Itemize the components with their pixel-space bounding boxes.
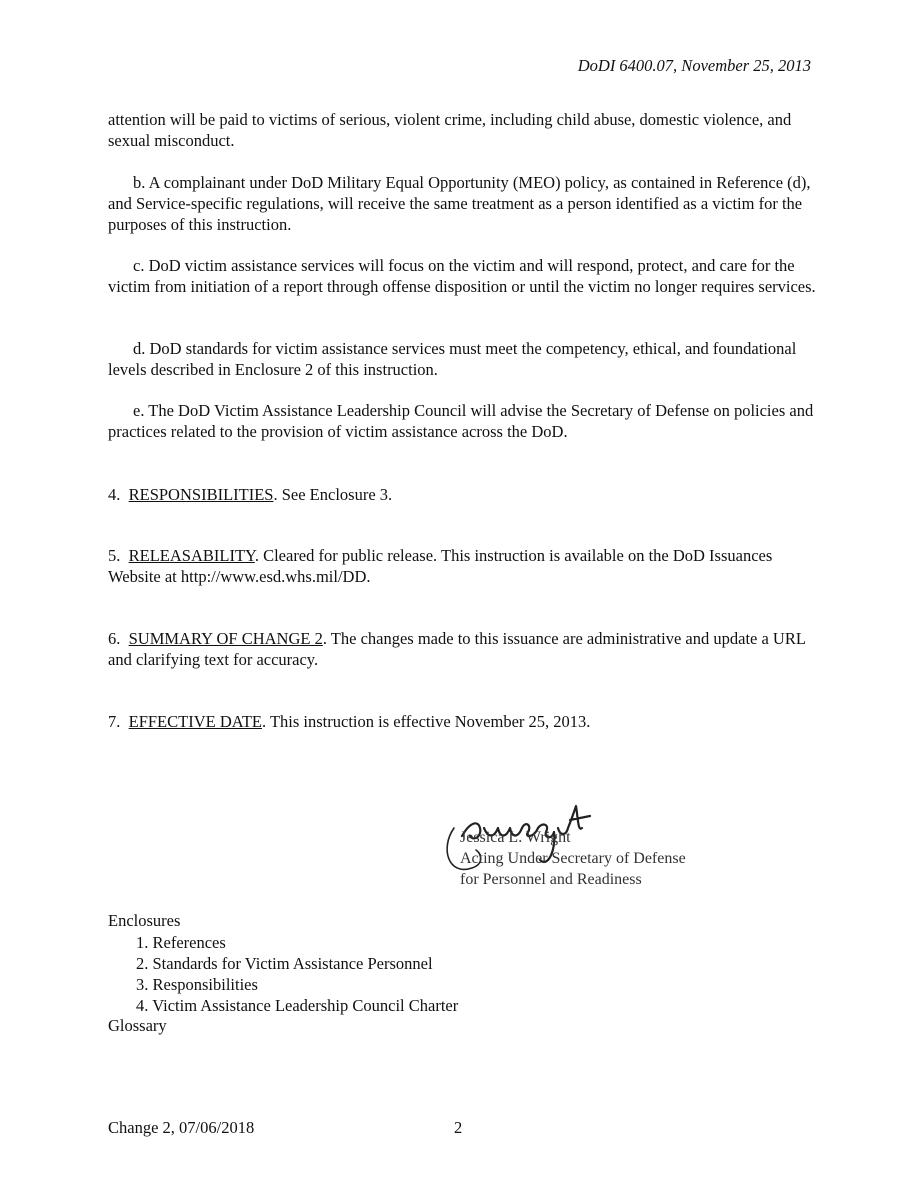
section-4-text: . See Enclosure 3. [273, 485, 393, 504]
enclosure-item: 1. References [136, 933, 226, 952]
enclosure-item: 3. Responsibilities [136, 975, 258, 994]
section-4-title: RESPONSIBILITIES [128, 485, 274, 504]
enclosures-list [136, 932, 458, 1016]
section-6 [108, 628, 816, 670]
enclosure-item: 2. Standards for Victim Assistance Personnel [136, 954, 433, 973]
section-7-title: EFFECTIVE DATE [128, 712, 262, 731]
section-7-number: 7. [108, 712, 121, 731]
paragraph-d: d. DoD standards for victim assistance services must meet the competency, ethical, and foundational levels described in Enclosure 2 of this instruction. [108, 339, 797, 379]
paragraph-continuation: attention will be paid to victims of serious, violent crime, including child abuse, domestic violence, and sexual misconduct. [108, 110, 792, 150]
page-number: 2 [454, 1118, 463, 1137]
signer-title-line1: Acting Under Secretary of Defense [460, 850, 686, 867]
document-header: DoDI 6400.07, November 25, 2013 [577, 56, 811, 75]
signer-title-line2: for Personnel and Readiness [460, 871, 642, 888]
section-5-title: RELEASABILITY [128, 546, 255, 565]
section-5 [108, 545, 816, 587]
footer-change: Change 2, 07/06/2018 [108, 1118, 255, 1137]
section-7-text: . This instruction is effective November 25, 2013. [262, 712, 591, 731]
section-4-number: 4. [108, 485, 121, 504]
section-6-text: . The changes made to this issuance are administrative and update a URL and clarifying text for accuracy. [108, 629, 806, 669]
paragraph-b: b. A complainant under DoD Military Equal Opportunity (MEO) policy, as contained in Reference (d), and Service-specific regulations, will receive the same treatment as a person identified as a victim for the purposes of this instruction. [108, 173, 811, 234]
section-6-number: 6. [108, 629, 121, 648]
section-6-title: SUMMARY OF CHANGE 2 [128, 629, 323, 648]
enclosure-item: 4. Victim Assistance Leadership Council Charter [136, 996, 459, 1015]
section-5-number: 5. [108, 546, 121, 565]
paragraph-e: e. The DoD Victim Assistance Leadership Council will advise the Secretary of Defense on policies and practices related to the provision of victim assistance across the DoD. [108, 401, 814, 441]
section-4 [108, 484, 816, 505]
section-5-text: . Cleared for public release. This instruction is available on the DoD Issuances Website at http://www.esd.whs.mil/DD. [108, 546, 773, 586]
section-7 [108, 711, 816, 732]
signer-name: Jessica L. Wright [460, 829, 571, 846]
paragraph-c: c. DoD victim assistance services will focus on the victim and will respond, protect, and care for the victim from initiation of a report through offense disposition or until the victim no longer requires services. [108, 256, 816, 296]
enclosures-heading: Enclosures [108, 911, 181, 930]
glossary-label: Glossary [108, 1016, 167, 1035]
